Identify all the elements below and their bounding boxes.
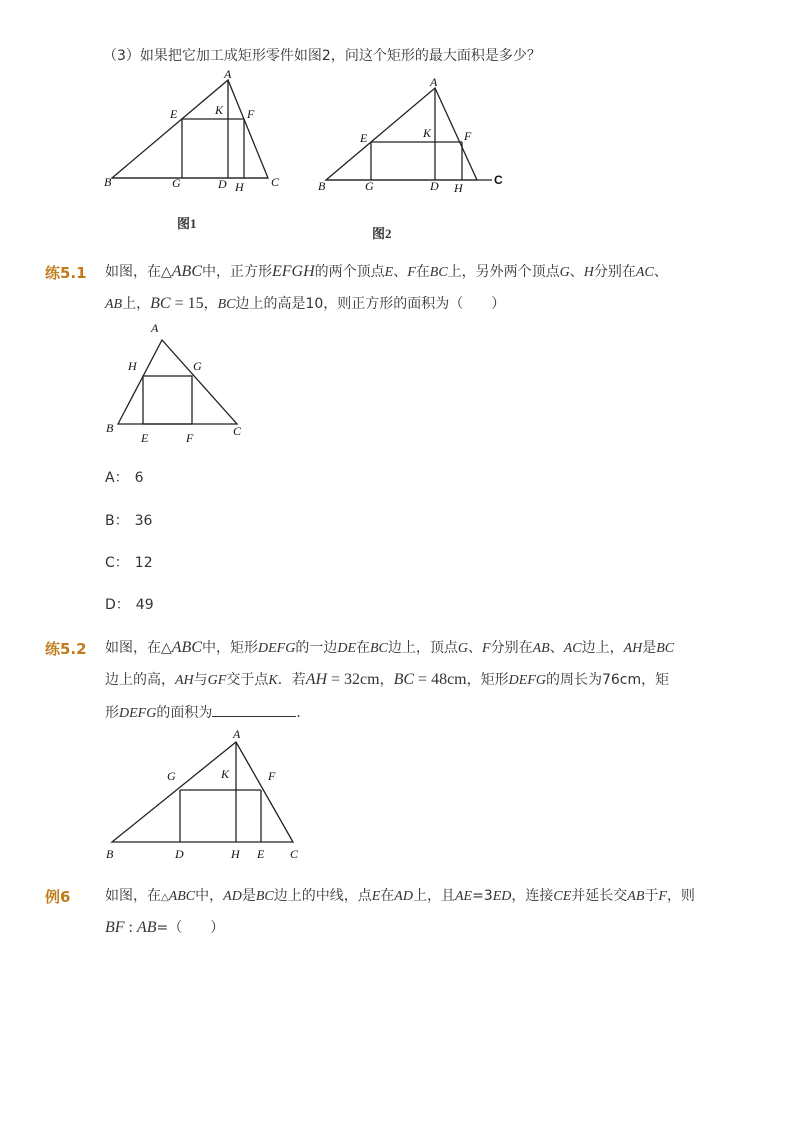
ex6-math-colon: : <box>124 919 137 936</box>
option-c-key: C： <box>105 555 129 571</box>
ex51-math-eq: = <box>170 295 188 312</box>
ex52-label-f: F <box>268 769 276 783</box>
option-c-value: 12 <box>134 555 153 571</box>
ex6-text: 中， <box>195 888 224 904</box>
ex6-var: AE <box>454 889 473 904</box>
fig2-label-b: B <box>318 179 326 193</box>
ex6-text: ，则 <box>666 888 695 904</box>
ex6-var: BC <box>255 889 274 904</box>
fig1-label-c: C <box>271 175 280 189</box>
ex52-text: 是 <box>642 640 657 656</box>
ex52-text: ．若 <box>277 672 306 688</box>
ex52-text: 与 <box>193 672 208 688</box>
fig1-label-a: A <box>224 68 232 81</box>
example-6-line-2 <box>105 918 224 938</box>
ex51-text: 的两个顶点 <box>314 264 385 280</box>
ex52-var: F <box>482 641 491 656</box>
ex6-text: 如图，在 <box>105 888 161 904</box>
ex51-text: 如图，在△ <box>105 264 172 280</box>
ex52-text: ． <box>296 705 311 721</box>
ex6-var: F <box>658 889 667 904</box>
ex6-text: 并延长交 <box>571 888 628 904</box>
ex51-label-g: G <box>193 359 202 373</box>
ex6-text: =（ ） <box>156 920 225 936</box>
ex52-text: 中，矩形 <box>202 640 258 656</box>
fig1-label-f: F <box>247 107 255 121</box>
ex6-var: AD <box>223 889 242 904</box>
exercise-5-2-figure <box>100 724 310 866</box>
part3-text: 如果把它加工成矩形零件如图2，问这个矩形的最大面积是多少？ <box>139 48 541 64</box>
ex51-text: 、 <box>569 264 584 280</box>
ex52-math-bc: BC <box>393 671 415 688</box>
ex52-text: 边上，顶点 <box>387 640 458 656</box>
ex51-label-c: C <box>233 424 242 438</box>
ex51-label-f: F <box>186 431 194 445</box>
ex52-label-g: G <box>167 769 176 783</box>
ex51-var: AC <box>635 265 654 280</box>
fig2-label-h: H <box>454 181 463 195</box>
ex52-label-a: A <box>233 727 241 741</box>
ex6-var: AD <box>394 889 413 904</box>
ex6-text: 于 <box>644 888 659 904</box>
option-a-value: 6 <box>134 470 144 486</box>
fig1-label-k: K <box>215 103 224 117</box>
option-d-key: D： <box>105 597 130 613</box>
ex6-text: =3 <box>472 888 493 904</box>
ex52-label-c: C <box>290 847 299 861</box>
ex52-text: 、 <box>549 640 564 656</box>
ex51-text: 上，另外两个顶点 <box>447 264 560 280</box>
ex51-var: F <box>407 265 416 280</box>
option-b-key: B： <box>105 513 129 529</box>
fig2-label-e: E <box>360 131 368 145</box>
ex51-label-h: H <box>128 359 137 373</box>
exercise-5-1-line-1 <box>105 262 668 283</box>
exercise-5-2-line-3 <box>105 702 310 724</box>
ex51-var: BC <box>217 297 236 312</box>
ex52-var: DEFG <box>119 706 157 721</box>
fig2-label-c: C <box>494 173 503 187</box>
fig1-label-g: G <box>172 176 181 190</box>
ex51-math-efgh: EFGH <box>272 263 315 280</box>
ex51-text: 、 <box>393 264 408 280</box>
exercise-5-2-line-2 <box>105 670 669 691</box>
example-6-tag: 例6 <box>45 888 71 906</box>
option-d-value: 49 <box>135 597 154 613</box>
ex51-text: 分别在 <box>593 264 636 280</box>
ex51-var: AB <box>105 297 123 312</box>
ex6-var: ED <box>492 889 512 904</box>
ex51-var: G <box>559 265 570 280</box>
option-d[interactable] <box>105 595 154 615</box>
ex52-math-val: 48cm <box>431 671 467 688</box>
ex52-var: AC <box>563 641 582 656</box>
ex51-label-b: B <box>106 421 114 435</box>
fig1-label-e: E <box>170 107 178 121</box>
exercise-5-2-line-1 <box>105 638 674 659</box>
ex51-text: ， <box>203 296 218 312</box>
option-a-key: A： <box>105 470 129 486</box>
ex52-var: GF <box>207 673 227 688</box>
fig2-label-d: D <box>430 179 439 193</box>
ex51-var: BC <box>429 265 448 280</box>
exercise-5-1-line-2 <box>105 294 505 315</box>
fig1-label-h: H <box>235 180 244 194</box>
ex52-var: G <box>457 641 469 656</box>
ex6-var: CE <box>553 889 572 904</box>
option-a[interactable] <box>105 468 144 488</box>
ex6-text: 是 <box>241 888 256 904</box>
ex52-text: 如图，在△ <box>105 640 172 656</box>
ex51-math-abc: ABC <box>171 263 202 280</box>
ex52-text: 的一边 <box>295 640 338 656</box>
fig1-label-d: D <box>218 177 227 191</box>
figure-1 <box>100 68 300 198</box>
ex52-var: BC <box>656 641 675 656</box>
ex6-text: ，连接 <box>511 888 554 904</box>
fig1-label-b: B <box>104 175 112 189</box>
ex52-text: ，矩形 <box>466 672 509 688</box>
ex52-text: 形 <box>105 705 119 721</box>
fig2-label-g: G <box>365 179 374 193</box>
ex52-var: BC <box>370 641 388 656</box>
ex51-text: 在 <box>415 264 430 280</box>
ex52-text: 在 <box>356 640 370 656</box>
ex51-label-e: E <box>141 431 149 445</box>
answer-blank[interactable] <box>212 702 296 717</box>
part3-prefix: （3） <box>103 48 140 64</box>
ex51-text: 、 <box>653 264 668 280</box>
ex6-math-bf: BF <box>105 919 125 936</box>
ex51-text: 上， <box>122 296 151 312</box>
ex52-label-k: K <box>221 767 230 781</box>
ex52-var: AB <box>532 641 550 656</box>
ex52-text: ， <box>379 672 394 688</box>
option-b[interactable] <box>105 511 152 531</box>
part3-question <box>103 46 541 66</box>
ex51-math-bc: BC <box>150 295 171 312</box>
ex52-math-eq: = <box>327 671 345 688</box>
ex6-var: AB <box>627 889 645 904</box>
ex51-text: 中，正方形 <box>202 264 272 280</box>
ex52-math-val: 32cm <box>344 671 380 688</box>
ex52-var: AH <box>175 673 194 688</box>
ex51-square <box>143 376 192 424</box>
ex52-label-h: H <box>231 847 240 861</box>
ex52-var: DEFG <box>508 673 546 688</box>
ex51-label-a: A <box>151 321 159 335</box>
ex52-var: K <box>268 673 278 688</box>
ex52-label-e: E <box>257 847 265 861</box>
ex6-text: 在 <box>380 888 395 904</box>
option-c[interactable] <box>105 553 153 573</box>
exercise-5-2-tag: 练5.2 <box>45 640 87 658</box>
ex6-var: E <box>371 889 381 904</box>
ex52-text: 的面积为 <box>156 705 213 721</box>
figure-2 <box>312 74 512 199</box>
fig2-label-a: A <box>430 75 438 89</box>
ex52-label-b: B <box>106 847 114 861</box>
fig2-triangle <box>326 88 477 180</box>
ex51-math-val: 15 <box>187 295 204 312</box>
ex52-text: 交于点 <box>226 672 269 688</box>
ex52-text: 分别在 <box>490 640 533 656</box>
ex52-text: 边上， <box>581 640 624 656</box>
ex52-var: AH <box>623 641 643 656</box>
ex6-text: 边上的中线，点 <box>273 888 372 904</box>
ex52-text: 、 <box>468 640 483 656</box>
ex52-math-ah: AH <box>305 671 328 688</box>
ex51-var: H <box>583 265 594 280</box>
ex52-label-d: D <box>175 847 184 861</box>
ex6-text: 上，且 <box>412 888 455 904</box>
ex52-var: DE <box>337 641 356 656</box>
figure-2-caption: 图2 <box>372 226 392 241</box>
ex52-math-abc: ABC <box>171 639 202 656</box>
example-6-line-1 <box>105 886 695 908</box>
ex6-triangle-symbol: △ <box>161 892 169 903</box>
ex52-triangle <box>112 742 293 842</box>
ex52-text: 的周长为76cm，矩 <box>545 672 670 688</box>
ex51-var: E <box>384 265 394 280</box>
exercise-5-1-figure <box>100 318 250 448</box>
ex52-text: 边上的高， <box>105 672 175 688</box>
fig2-label-k: K <box>423 126 432 140</box>
figure-1-caption: 图1 <box>177 216 197 231</box>
fig2-label-f: F <box>464 129 472 143</box>
ex6-math-ab: AB <box>137 919 157 936</box>
ex52-math-eq: = <box>414 671 432 688</box>
option-b-value: 36 <box>134 513 153 529</box>
ex52-var: DEFG <box>258 641 296 656</box>
exercise-5-1-tag: 练5.1 <box>45 264 87 282</box>
ex51-text: 边上的高是10，则正方形的面积为（ ） <box>235 296 506 312</box>
ex51-triangle <box>118 340 237 424</box>
ex6-var: ABC <box>168 889 196 904</box>
